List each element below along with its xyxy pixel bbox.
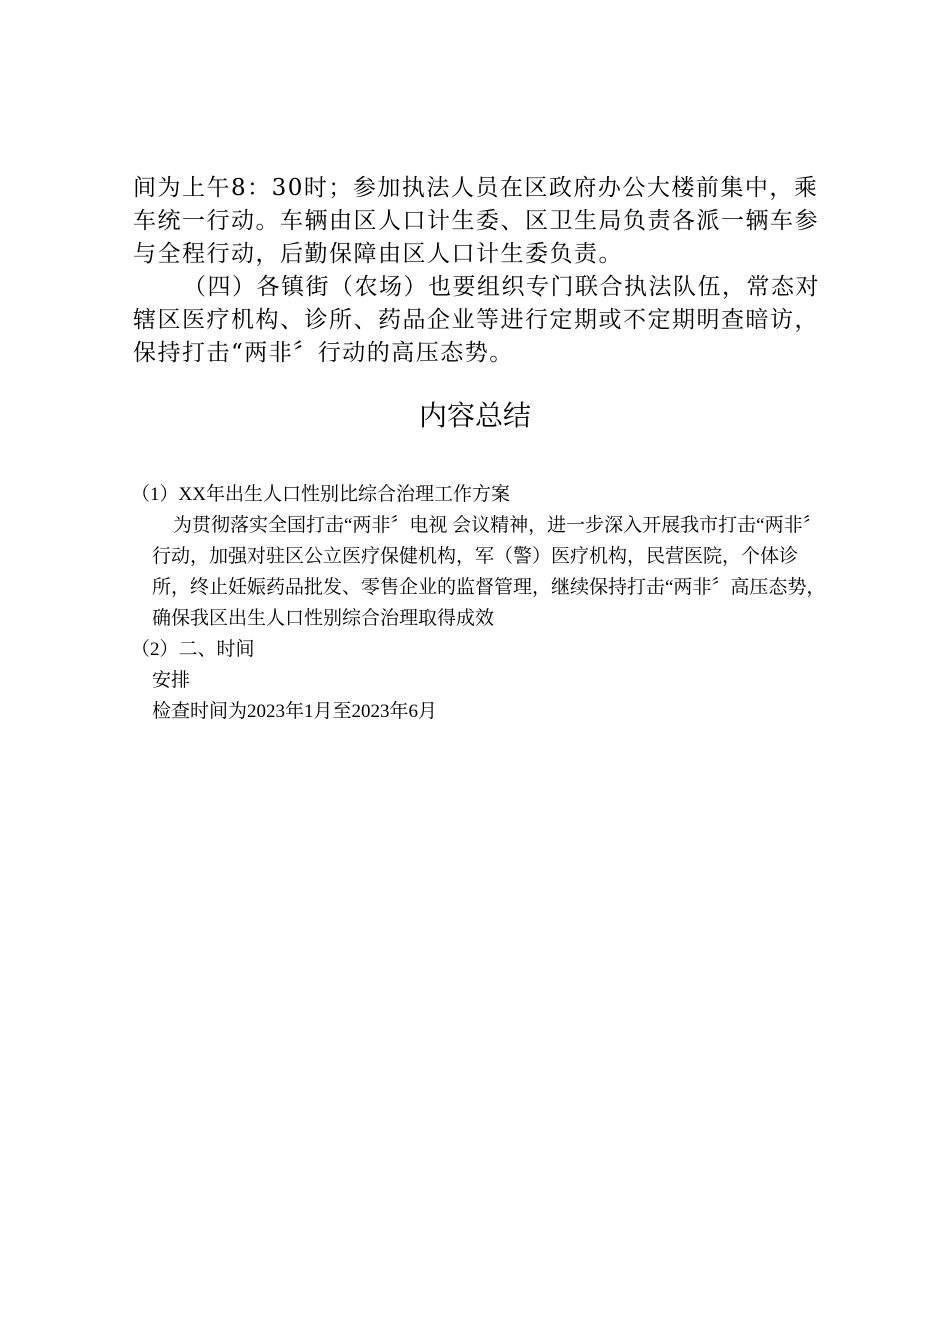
summary-item-2-text: 检查时间为2023年1月至2023年6月 bbox=[152, 701, 438, 722]
body-paragraph-1: 间为上午8：30时；参加执法人员在区政府办公大楼前集中，乘车统一行动。车辆由区人口计生委、区卫生局负责各派一辆车参与全程行动，后勤保障由区人口计生委负责。 bbox=[133, 175, 819, 267]
summary-item-1-title: （1）XX年出生人口性别比综合治理工作方案 bbox=[131, 484, 510, 505]
summary-item-1-text: 为贯彻落实全国打击“两非〞电视 会议精神，进一步深入开展我市打击“两非〞行动，加强对驻区公立医疗保健机构，军（警）医疗机构，民营医院，个体诊所，终止妊娠药品批发、零售企业的监督管理，继续保持打击“两非〞高压态势，确保我区出生人口性别综合治理取得成效 bbox=[152, 515, 826, 629]
summary-heading: 内容总结 bbox=[418, 399, 531, 432]
body-text bbox=[133, 172, 823, 370]
summary-item-2-subtitle: 安排 bbox=[152, 670, 191, 691]
summary-item-2-title: （2）二、时间 bbox=[131, 639, 255, 660]
body-paragraph-2: （四）各镇街（农场）也要组织专门联合执法队伍，常态对辖区医疗机构、诊所、药品企业等进行定期或不定期明查暗访，保持打击“两非〞行动的高压态势。 bbox=[133, 274, 820, 366]
summary-section bbox=[131, 479, 831, 727]
